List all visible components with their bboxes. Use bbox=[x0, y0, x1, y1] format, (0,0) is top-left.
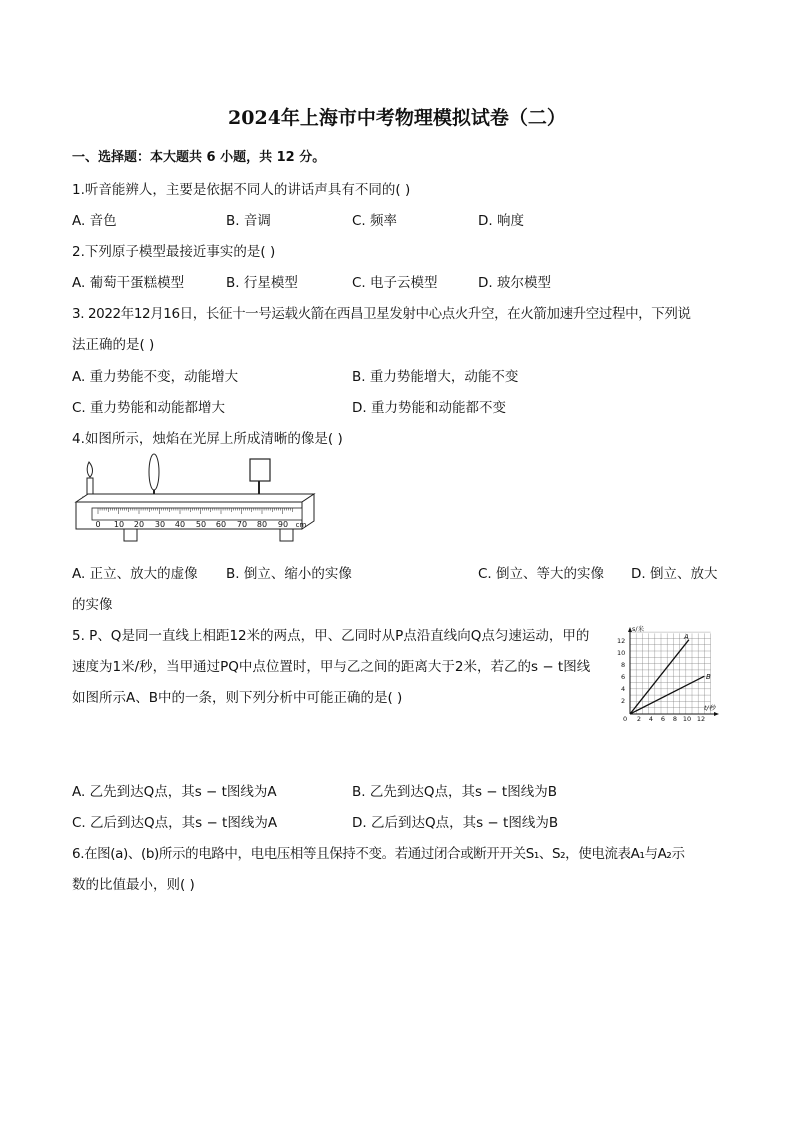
line-a-label: A bbox=[684, 633, 689, 641]
x-tick-label: 10 bbox=[682, 715, 692, 723]
question-5-line2: 速度为1米/秒，当甲通过PQ中点位置时，甲与乙之间的距离大于2米，若乙的s − t图线 bbox=[72, 659, 591, 675]
graph-origin: 0 bbox=[623, 715, 628, 723]
q4-option-b: B. 倒立、缩小的实像 bbox=[226, 566, 352, 582]
y-tick-label: 6 bbox=[621, 673, 626, 681]
q2-option-d: D. 玻尔模型 bbox=[478, 275, 551, 291]
s-t-graph bbox=[612, 624, 724, 724]
question-1-stem: 1.听音能辨人，主要是依据不同人的讲话声具有不同的( ) bbox=[72, 182, 411, 198]
y-tick-label: 10 bbox=[617, 649, 626, 657]
ruler-label: 30 bbox=[154, 520, 166, 529]
q4-option-d: D. 倒立、放大 bbox=[631, 566, 718, 582]
x-tick-label: 12 bbox=[696, 715, 706, 723]
ruler-label: 0 bbox=[95, 520, 101, 529]
y-tick-label: 12 bbox=[617, 637, 626, 645]
y-tick-label: 2 bbox=[621, 697, 626, 705]
question-4-stem: 4.如图所示，烛焰在光屏上所成清晰的像是( ) bbox=[72, 431, 343, 447]
q1-option-c: C. 频率 bbox=[352, 213, 398, 229]
ruler-label: 90 bbox=[277, 520, 289, 529]
ruler-label: 20 bbox=[133, 520, 145, 529]
q5-option-a: A. 乙先到达Q点，其s − t图线为A bbox=[72, 784, 277, 800]
graph-grid bbox=[630, 632, 711, 714]
bench-foot bbox=[280, 529, 293, 541]
y-tick-label: 4 bbox=[621, 685, 626, 693]
ruler-label: 70 bbox=[236, 520, 248, 529]
x-tick-label: 8 bbox=[672, 715, 678, 723]
x-tick-label: 6 bbox=[660, 715, 666, 723]
q4-option-c: C. 倒立、等大的实像 bbox=[478, 566, 605, 582]
graph-y-label: s/米 bbox=[632, 625, 645, 633]
q2-option-c: C. 电子云模型 bbox=[352, 275, 438, 291]
x-tick-label: 2 bbox=[636, 715, 642, 723]
question-3-stem-line2: 法正确的是( ) bbox=[72, 337, 155, 353]
q1-option-b: B. 音调 bbox=[226, 213, 271, 229]
q2-option-a: A. 葡萄干蛋糕模型 bbox=[72, 275, 185, 291]
q4-option-d-wrap: 的实像 bbox=[72, 597, 113, 613]
q4-option-a: A. 正立、放大的虚像 bbox=[72, 566, 198, 582]
question-6-line1: 6.在图(a)、(b)所示的电路中，电电压相等且保持不变。若通过闭合或断开开关S₁、S₂，使电流表A₁与A₂示 bbox=[72, 846, 685, 862]
q3-option-b: B. 重力势能增大，动能不变 bbox=[352, 369, 519, 385]
q1-option-d: D. 响度 bbox=[478, 213, 524, 229]
bench-foot bbox=[124, 529, 137, 541]
ruler-label: 40 bbox=[174, 520, 186, 529]
question-5-line3: 如图所示A、B中的一条，则下列分析中可能正确的是( ) bbox=[72, 690, 403, 706]
graph-x-label: t/秒 bbox=[704, 704, 716, 712]
q5-option-c: C. 乙后到达Q点，其s − t图线为A bbox=[72, 815, 278, 831]
ruler-label: 10 bbox=[113, 520, 125, 529]
q5-option-d: D. 乙后到达Q点，其s − t图线为B bbox=[352, 815, 559, 831]
page-title: 2024年上海市中考物理模拟试卷（二） bbox=[228, 107, 566, 129]
question-6-line2: 数的比值最小，则( ) bbox=[72, 877, 195, 893]
q5-option-b: B. 乙先到达Q点，其s − t图线为B bbox=[352, 784, 557, 800]
q2-option-b: B. 行星模型 bbox=[226, 275, 298, 291]
q3-option-d: D. 重力势能和动能都不变 bbox=[352, 400, 506, 416]
question-5-line1: 5. P、Q是同一直线上相距12米的两点，甲、乙同时从P点沿直线向Q点匀速运动，甲的 bbox=[72, 628, 590, 644]
question-3-stem-line1: 3. 2022年12月16日，长征十一号运载火箭在西昌卫星发射中心点火升空，在火箭加速升空过程中，下列说 bbox=[72, 306, 691, 322]
line-b-label: B bbox=[706, 673, 711, 681]
q1-option-a: A. 音色 bbox=[72, 213, 117, 229]
q3-option-c: C. 重力势能和动能都增大 bbox=[72, 400, 226, 416]
question-2-stem: 2.下列原子模型最接近事实的是( ) bbox=[72, 244, 276, 260]
ruler-label: 60 bbox=[215, 520, 227, 529]
x-tick-label: 4 bbox=[648, 715, 654, 723]
optical-bench-figure bbox=[72, 452, 317, 552]
ruler-unit: cm bbox=[295, 521, 307, 529]
ruler-label: 50 bbox=[195, 520, 207, 529]
q3-option-a: A. 重力势能不变，动能增大 bbox=[72, 369, 239, 385]
y-tick-label: 8 bbox=[621, 661, 626, 669]
line-a bbox=[630, 640, 689, 714]
ruler-label: 80 bbox=[256, 520, 268, 529]
section-heading: 一、选择题：本大题共 6 小题，共 12 分。 bbox=[72, 150, 326, 165]
